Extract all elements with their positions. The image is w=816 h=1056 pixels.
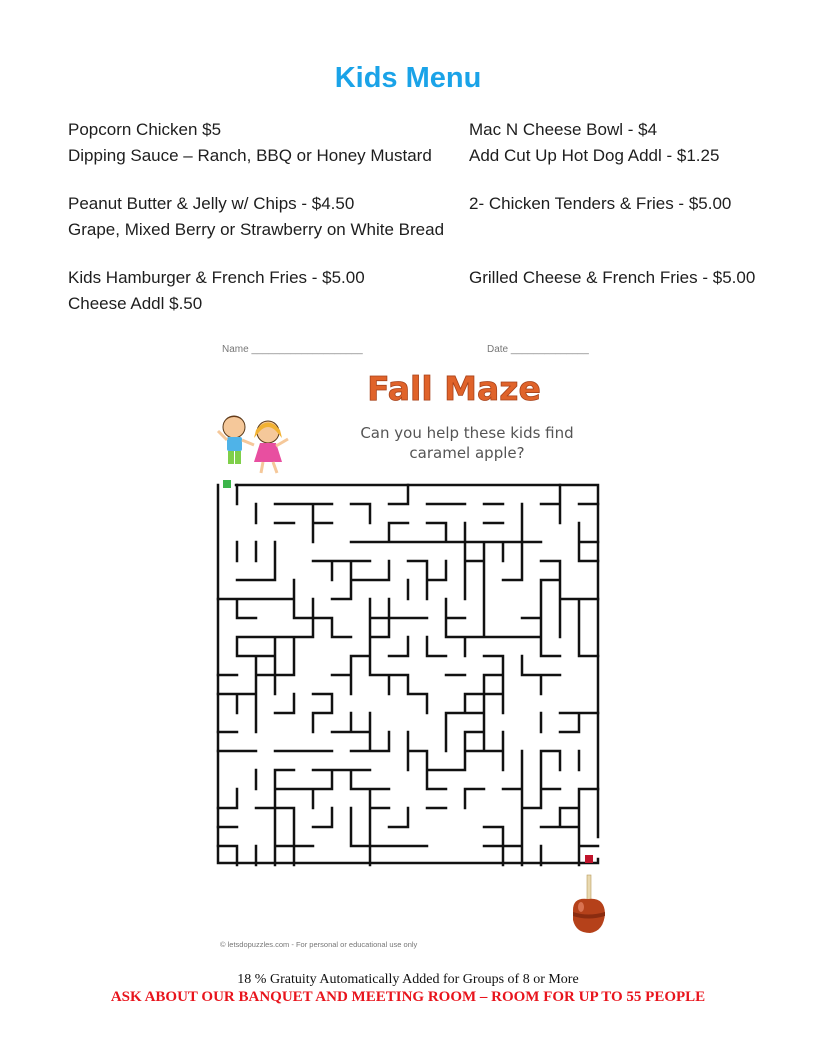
menu-item-name: Popcorn Chicken $5 [68,120,222,139]
maze-prompt-line2: caramel apple? [409,444,525,462]
fall-maze-worksheet [190,335,626,957]
gratuity-note: 18 % Gratuity Automatically Added for Groups of 8 or More [237,972,579,987]
banquet-notice: ASK ABOUT OUR BANQUET AND MEETING ROOM – ROOM FOR UP TO 55 PEOPLE [110,989,706,1005]
menu-item-detail: Grape, Mixed Berry or Strawberry on White Bread [68,220,445,239]
maze-grid [218,485,598,865]
menu-item-name: 2- Chicken Tenders & Fries - $5.00 [469,194,732,213]
maze-prompt-line1: Can you help these kids find [360,424,574,442]
menu-item-mac-n-cheese [469,117,719,169]
menu-item-grilled-cheese [469,265,755,291]
caramel-apple-icon [573,875,605,933]
menu-item-name: Kids Hamburger & French Fries - $5.00 [68,268,365,287]
maze-end-marker [585,855,593,863]
maze-start-marker [223,480,231,488]
menu-item-detail: Cheese Addl $.50 [68,294,203,313]
menu-item-pbj [68,191,444,243]
menu-item-popcorn-chicken [68,117,432,169]
maze-walls [218,485,598,865]
worksheet-name-label: Name ____________________ [222,344,363,355]
kids-illustration-icon [218,416,288,473]
menu-item-detail: Add Cut Up Hot Dog Addl - $1.25 [469,146,720,165]
page-title: Kids Menu [334,62,482,94]
maze-title: Fall Maze [367,369,541,408]
menu-item-kids-hamburger [68,265,365,317]
menu-item-detail: Dipping Sauce – Ranch, BBQ or Honey Mustard [68,146,432,165]
worksheet-date-label: Date ______________ [487,344,589,355]
menu-item-chicken-tenders [469,191,731,217]
worksheet-credit: © letsdopuzzles.com - For personal or educational use only [220,940,418,949]
menu-item-name: Mac N Cheese Bowl - $4 [469,120,658,139]
menu-item-name: Grilled Cheese & French Fries - $5.00 [469,268,756,287]
menu-item-name: Peanut Butter & Jelly w/ Chips - $4.50 [68,194,355,213]
